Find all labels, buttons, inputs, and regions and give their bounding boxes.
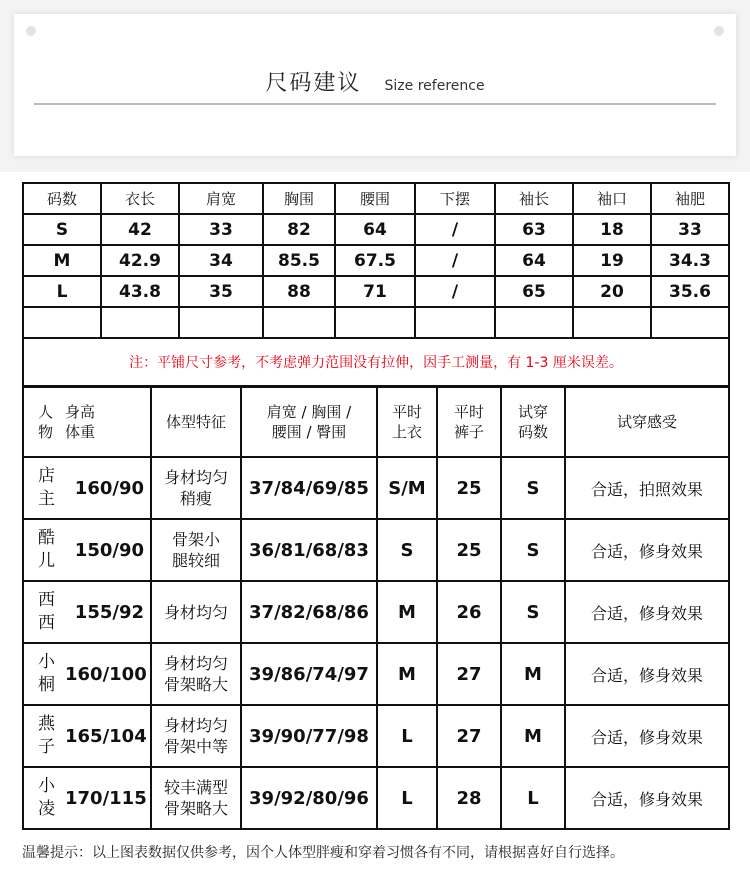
- usual-top: S/M: [377, 457, 437, 519]
- fit-feeling: 合适，修身效果: [565, 519, 729, 581]
- size-cell: 42: [101, 214, 179, 245]
- height-weight: 160/100: [65, 643, 151, 705]
- height-weight: 170/115: [65, 767, 151, 829]
- size-cell: 19: [573, 245, 651, 276]
- pin-right-icon: [714, 26, 724, 36]
- usual-pants: 28: [437, 767, 501, 829]
- usual-pants: 27: [437, 705, 501, 767]
- table-row-empty: [23, 307, 729, 338]
- size-cell: 33: [651, 214, 729, 245]
- size-cell: 34: [179, 245, 263, 276]
- title-divider: [34, 103, 716, 105]
- size-cell: 20: [573, 276, 651, 307]
- try-size: L: [501, 767, 565, 829]
- fit-feeling: 合适，拍照效果: [565, 457, 729, 519]
- try-size: S: [501, 519, 565, 581]
- size-cell: 43.8: [101, 276, 179, 307]
- try-size: M: [501, 643, 565, 705]
- size-table: [22, 182, 730, 387]
- fit-feeling: 合适，修身效果: [565, 767, 729, 829]
- table-row: [23, 245, 729, 276]
- usual-top: S: [377, 519, 437, 581]
- size-col-header: 袖肥: [651, 183, 729, 214]
- title-en: Size reference: [384, 78, 485, 94]
- size-cell: 85.5: [263, 245, 335, 276]
- size-cell: 88: [263, 276, 335, 307]
- height-weight: 160/90: [65, 457, 151, 519]
- size-col-header: 衣长: [101, 183, 179, 214]
- size-cell: 63: [495, 214, 573, 245]
- header-feeling: 试穿感受: [565, 387, 729, 457]
- size-cell: 35: [179, 276, 263, 307]
- header-body-type: 体型特征: [151, 387, 241, 457]
- header-usual-top: 平时 上衣: [377, 387, 437, 457]
- measurements: 37/82/68/86: [241, 581, 377, 643]
- size-note: 注：平铺尺寸参考，不考虑弹力范围没有拉伸，因手工测量，有 1-3 厘米误差。: [23, 338, 729, 386]
- size-col-header: 袖长: [495, 183, 573, 214]
- usual-top: L: [377, 767, 437, 829]
- size-cell: S: [23, 214, 101, 245]
- size-cell: 42.9: [101, 245, 179, 276]
- fit-table: [22, 386, 730, 830]
- height-weight: 150/90: [65, 519, 151, 581]
- measurements: 37/84/69/85: [241, 457, 377, 519]
- size-col-header: 码数: [23, 183, 101, 214]
- size-cell: 65: [495, 276, 573, 307]
- size-cell: 82: [263, 214, 335, 245]
- fit-feeling: 合适，修身效果: [565, 705, 729, 767]
- table-row: [23, 643, 729, 705]
- empty-cell: [495, 307, 573, 338]
- size-col-header: 胸围: [263, 183, 335, 214]
- size-cell: /: [415, 245, 495, 276]
- height-weight: 155/92: [65, 581, 151, 643]
- empty-cell: [335, 307, 415, 338]
- empty-cell: [415, 307, 495, 338]
- size-cell: 64: [335, 214, 415, 245]
- person-name: 小 凌: [23, 767, 65, 829]
- measurements: 36/81/68/83: [241, 519, 377, 581]
- measurements: 39/90/77/98: [241, 705, 377, 767]
- usual-top: L: [377, 705, 437, 767]
- page-title: [14, 66, 736, 97]
- size-cell: 34.3: [651, 245, 729, 276]
- size-cell: 71: [335, 276, 415, 307]
- size-cell: M: [23, 245, 101, 276]
- height-weight: 165/104: [65, 705, 151, 767]
- try-size: S: [501, 581, 565, 643]
- size-cell: 18: [573, 214, 651, 245]
- measurements: 39/86/74/97: [241, 643, 377, 705]
- body-type: 身材均匀 骨架中等: [151, 705, 241, 767]
- header-try-size: 试穿 码数: [501, 387, 565, 457]
- size-table-header: [23, 183, 729, 214]
- size-cell: /: [415, 276, 495, 307]
- size-cell: 35.6: [651, 276, 729, 307]
- size-col-header: 腰围: [335, 183, 415, 214]
- header-usual-pants: 平时 裤子: [437, 387, 501, 457]
- person-name: 酷 儿: [23, 519, 65, 581]
- title-cn: 尺码建议: [265, 71, 362, 96]
- empty-cell: [651, 307, 729, 338]
- body-type: 身材均匀: [151, 581, 241, 643]
- table-row: [23, 705, 729, 767]
- measurements: 39/92/80/96: [241, 767, 377, 829]
- table-row: [23, 276, 729, 307]
- person-name: 西 西: [23, 581, 65, 643]
- try-size: S: [501, 457, 565, 519]
- empty-cell: [263, 307, 335, 338]
- footnote: 温馨提示：以上图表数据仅供参考，因个人体型胖瘦和穿着习惯各有不同，请根据喜好自行选择。: [22, 845, 624, 861]
- usual-pants: 25: [437, 519, 501, 581]
- body-type: 骨架小 腿较细: [151, 519, 241, 581]
- try-size: M: [501, 705, 565, 767]
- table-row: [23, 214, 729, 245]
- person-name: 燕 子: [23, 705, 65, 767]
- usual-pants: 25: [437, 457, 501, 519]
- empty-cell: [573, 307, 651, 338]
- header-person: 人物: [23, 387, 65, 457]
- note-row: [23, 338, 729, 386]
- size-col-header: 袖口: [573, 183, 651, 214]
- body-type: 较丰满型 骨架略大: [151, 767, 241, 829]
- empty-cell: [23, 307, 101, 338]
- person-name: 店 主: [23, 457, 65, 519]
- size-col-header: 肩宽: [179, 183, 263, 214]
- empty-cell: [101, 307, 179, 338]
- size-cell: /: [415, 214, 495, 245]
- person-name: 小 桐: [23, 643, 65, 705]
- pin-left-icon: [26, 26, 36, 36]
- header-height-weight: 身高 体重: [65, 387, 151, 457]
- fit-table-header: [23, 387, 729, 457]
- table-row: [23, 767, 729, 829]
- usual-pants: 27: [437, 643, 501, 705]
- size-cell: 64: [495, 245, 573, 276]
- empty-cell: [179, 307, 263, 338]
- size-cell: 67.5: [335, 245, 415, 276]
- body-type: 身材均匀 稍瘦: [151, 457, 241, 519]
- body-type: 身材均匀 骨架略大: [151, 643, 241, 705]
- size-cell: 33: [179, 214, 263, 245]
- usual-pants: 26: [437, 581, 501, 643]
- size-chart-panel: [0, 172, 750, 877]
- table-row: [23, 457, 729, 519]
- usual-top: M: [377, 581, 437, 643]
- fit-feeling: 合适，修身效果: [565, 643, 729, 705]
- size-cell: L: [23, 276, 101, 307]
- table-row: [23, 581, 729, 643]
- header-measurements: 肩宽 / 胸围 / 腰围 / 臀围: [241, 387, 377, 457]
- size-col-header: 下摆: [415, 183, 495, 214]
- header-card: [14, 14, 736, 156]
- usual-top: M: [377, 643, 437, 705]
- table-row: [23, 519, 729, 581]
- fit-feeling: 合适，修身效果: [565, 581, 729, 643]
